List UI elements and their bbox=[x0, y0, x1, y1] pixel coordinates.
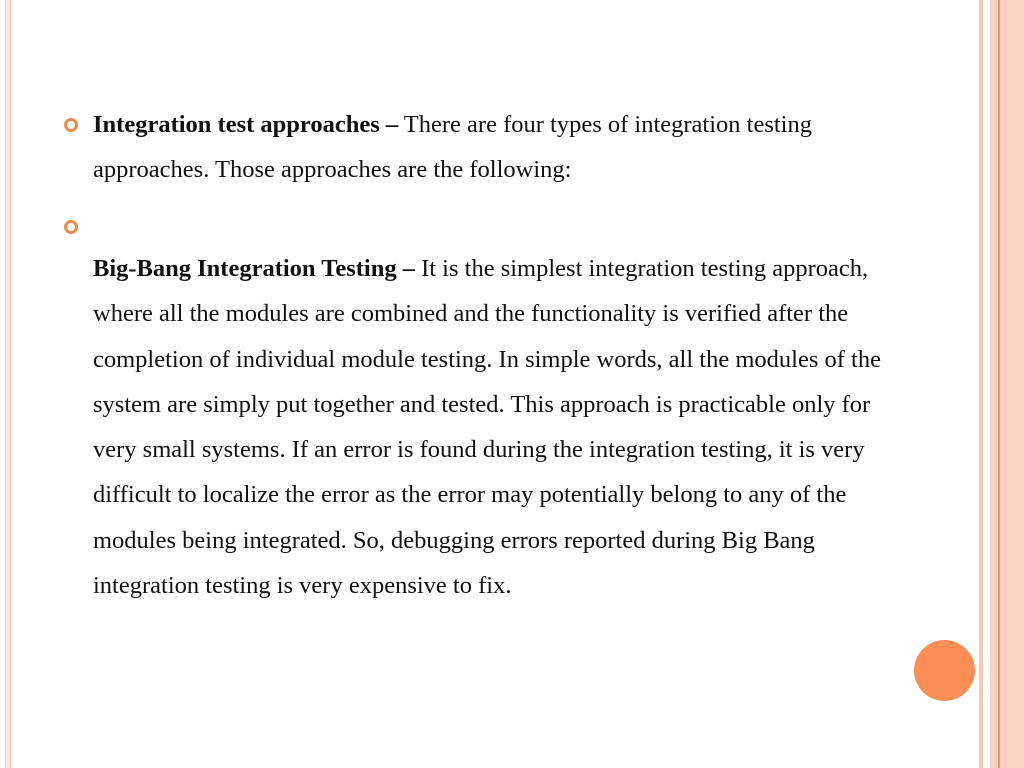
bullet-icon bbox=[64, 220, 78, 234]
bullet-text: There are four types of integration testing approaches. Those approaches are the following: bbox=[93, 111, 812, 184]
bullet-paragraph bbox=[93, 246, 893, 608]
left-border-decoration bbox=[5, 0, 11, 768]
decorative-circle bbox=[914, 640, 975, 701]
bullet-heading: Integration test approaches – bbox=[93, 111, 399, 138]
right-stripe bbox=[990, 0, 998, 768]
right-stripe bbox=[1000, 0, 1024, 768]
bullet-heading: Big-Bang Integration Testing – bbox=[93, 255, 415, 282]
bullet-icon bbox=[64, 118, 78, 132]
bullet-paragraph bbox=[93, 102, 883, 193]
right-stripe bbox=[979, 0, 983, 768]
bullet-text: It is the simplest integration testing approach, where all the modules are combined and the functionality is verified after the completion of individual module testing. In simple words, all the modules of the system are simply put together and tested. This approach is practicable only for very small systems. If an error is found during the integration testing, it is very difficult to localize the error as the error may potentially belong to any of the modules being integrated. So, debugging errors reported during Big Bang integration testing is very expensive to fix. bbox=[93, 255, 881, 600]
